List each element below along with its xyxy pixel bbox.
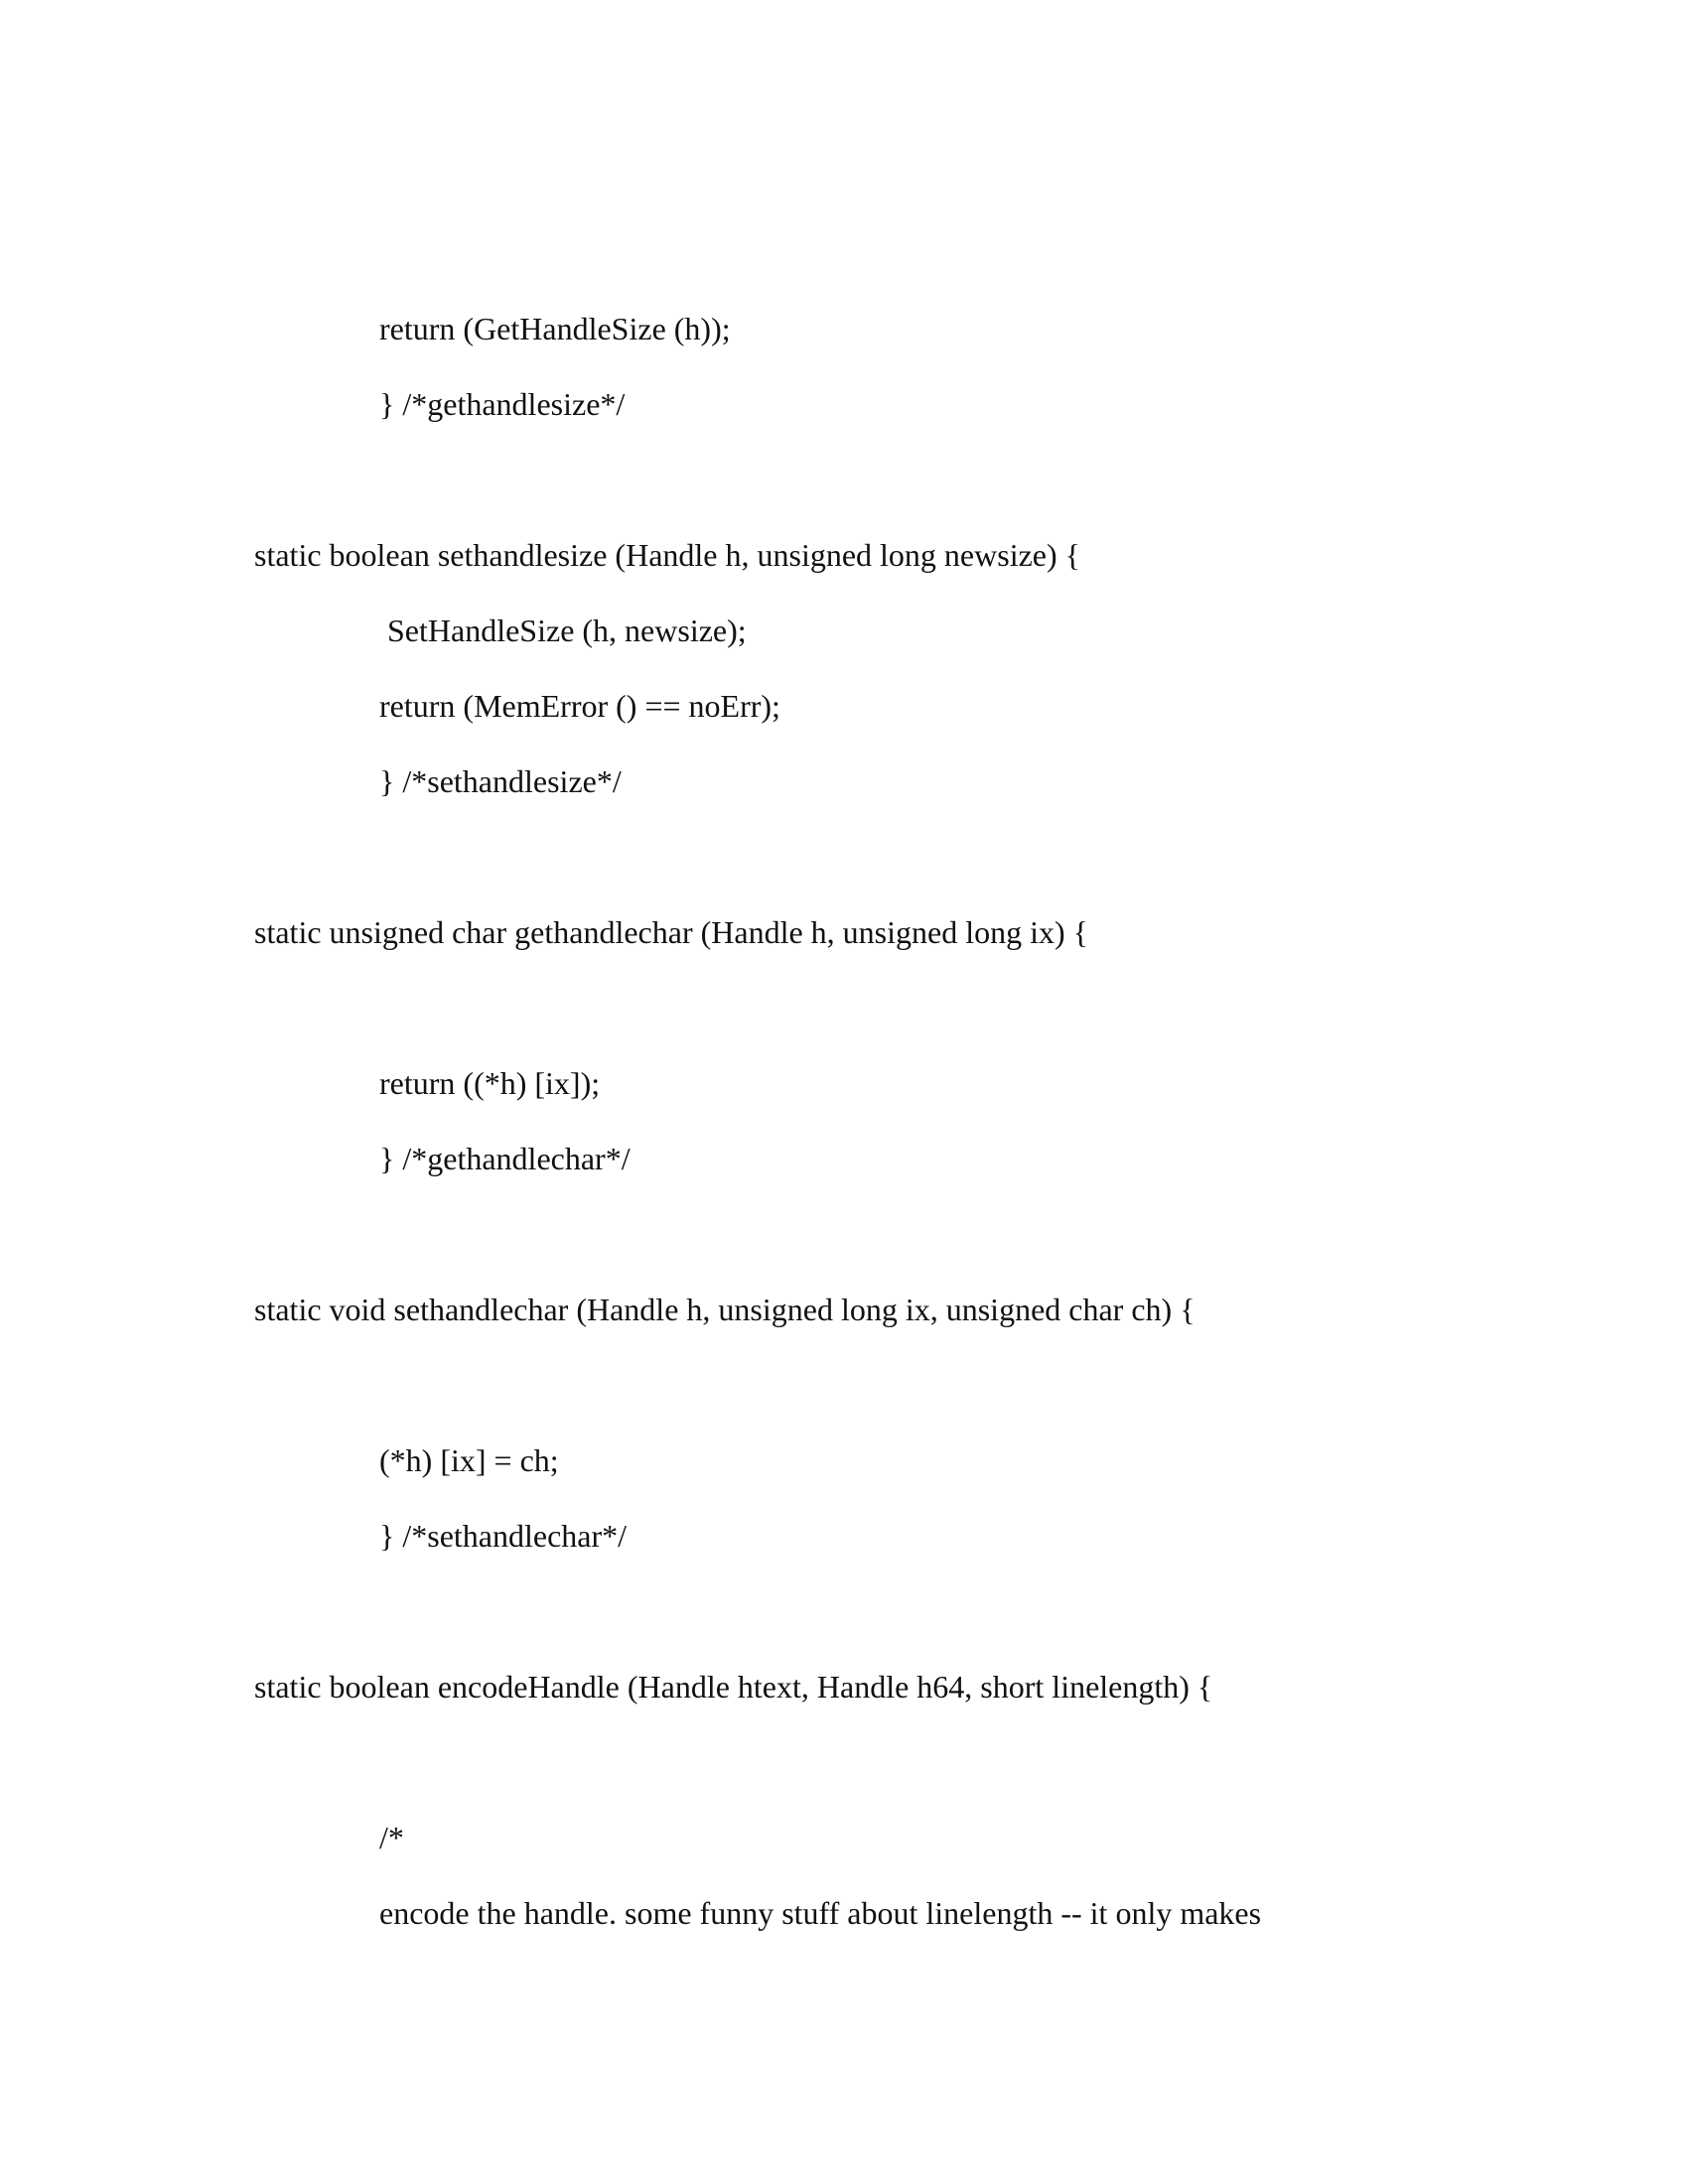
comment-line: /*: [379, 1820, 404, 1855]
code-line: return (GetHandleSize (h));: [379, 311, 731, 346]
code-line: SetHandleSize (h, newsize);: [387, 613, 747, 648]
function-signature: static boolean encodeHandle (Handle htext, Handle h64, short linelength) {: [254, 1669, 1213, 1705]
code-line: } /*sethandlechar*/: [379, 1518, 628, 1554]
function-signature: static boolean sethandlesize (Handle h, unsigned long newsize) {: [254, 537, 1080, 573]
code-line: } /*gethandlechar*/: [379, 1141, 631, 1176]
comment-line: encode the handle. some funny stuff about linelength -- it only makes: [379, 1895, 1262, 1931]
code-line: } /*gethandlesize*/: [379, 386, 626, 422]
code-line: } /*sethandlesize*/: [379, 763, 622, 799]
code-line: (*h) [ix] = ch;: [379, 1442, 559, 1478]
code-line: return ((*h) [ix]);: [379, 1065, 601, 1101]
code-line: return (MemError () == noErr);: [379, 688, 780, 724]
function-signature: static void sethandlechar (Handle h, unsigned long ix, unsigned char ch) {: [254, 1292, 1196, 1327]
function-signature: static unsigned char gethandlechar (Handle h, unsigned long ix) {: [254, 914, 1088, 950]
